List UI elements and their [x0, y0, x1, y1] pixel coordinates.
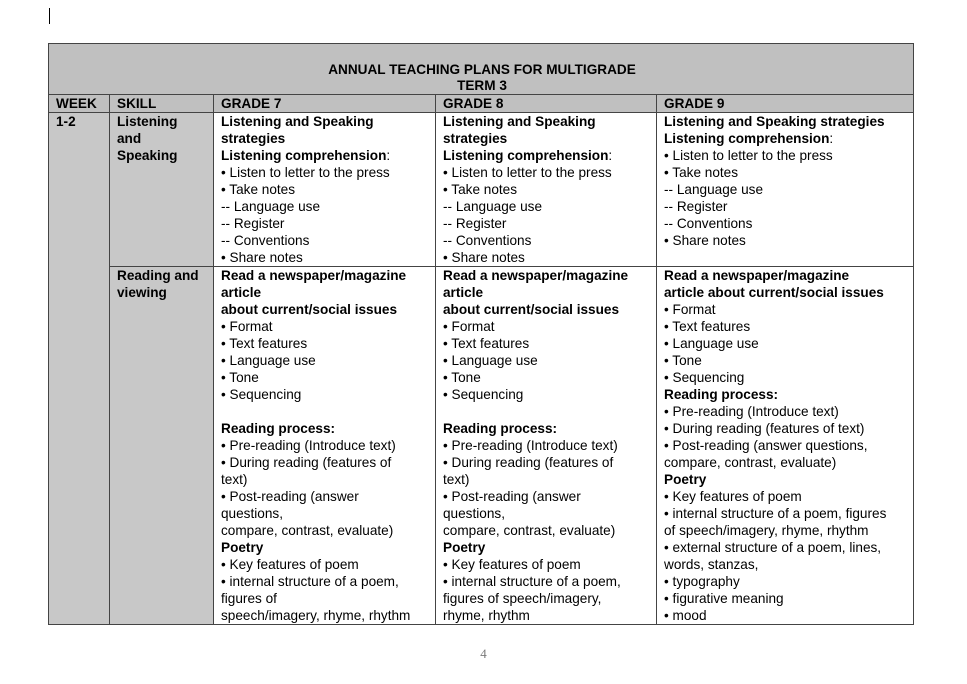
content-text: rhyme, rhythm: [443, 608, 530, 623]
content-item: [221, 556, 430, 573]
grade-9-cell: [657, 113, 914, 267]
content-heading: [443, 539, 651, 556]
content-text: • Post-reading (answer: [443, 489, 581, 504]
content-text: compare, contrast, evaluate): [221, 523, 394, 538]
skill-cell: [110, 113, 214, 267]
content-text: -- Conventions: [443, 233, 532, 248]
content-text: compare, contrast, evaluate): [664, 455, 837, 470]
table-title-line-2: TERM 3: [457, 78, 507, 93]
content-item: [221, 181, 430, 198]
week-cell: 1-2: [49, 113, 110, 625]
content-text: of speech/imagery, rhyme, rhythm: [664, 523, 869, 538]
content-heading: [664, 471, 908, 488]
content-text: Poetry: [664, 472, 707, 487]
content-heading: [664, 284, 908, 301]
content-heading: [221, 147, 430, 164]
content-text: article: [221, 285, 262, 300]
content-item: [443, 198, 651, 215]
content-text: • internal structure of a poem, figures: [664, 506, 887, 521]
content-item: [221, 318, 430, 335]
table-title: [49, 44, 914, 95]
content-text: • Key features of poem: [221, 557, 359, 572]
content-text: figures of speech/imagery,: [443, 591, 602, 606]
content-item: [221, 198, 430, 215]
content-item: [664, 147, 908, 164]
content-item: [221, 335, 430, 352]
content-text: words, stanzas,: [664, 557, 759, 572]
blank-line: [443, 403, 651, 420]
content-text: Reading process:: [221, 421, 336, 436]
content-item: [221, 454, 430, 471]
content-text: about current/social issues: [221, 302, 398, 317]
content-item: [664, 573, 908, 590]
table-row: [49, 267, 914, 625]
content-text: • Share notes: [443, 250, 525, 265]
content-item: [443, 352, 651, 369]
content-text: text): [443, 472, 470, 487]
content-item: [443, 215, 651, 232]
content-heading: [443, 130, 651, 147]
content-item: [664, 556, 908, 573]
content-heading: [443, 113, 651, 130]
content-heading: [221, 539, 430, 556]
content-heading: [664, 267, 908, 284]
content-text: Read a newspaper/magazine: [221, 268, 407, 283]
content-item: [443, 232, 651, 249]
content-text: • Tone: [443, 370, 481, 385]
content-item: [221, 352, 430, 369]
grade-9-cell: [657, 267, 914, 625]
content-heading: [443, 420, 651, 437]
skill-label-line: Listening: [117, 114, 178, 129]
content-item: [664, 335, 908, 352]
content-text: Listening comprehension: [664, 131, 830, 146]
grade-7-cell: [214, 113, 436, 267]
content-text: • During reading (features of text): [664, 421, 865, 436]
content-item: [664, 318, 908, 335]
content-text: strategies: [221, 131, 286, 146]
content-heading: [221, 130, 430, 147]
content-item: [664, 164, 908, 181]
content-item: [664, 198, 908, 215]
content-item: [221, 249, 430, 266]
content-suffix: :: [386, 148, 391, 163]
content-heading: [664, 386, 908, 403]
content-text: Reading process:: [443, 421, 558, 436]
content-text: Listening comprehension: [221, 148, 387, 163]
content-item: [443, 607, 651, 624]
content-text: -- Language use: [221, 199, 321, 214]
content-item: [664, 369, 908, 386]
content-text: • Key features of poem: [443, 557, 581, 572]
content-text: • Key features of poem: [664, 489, 802, 504]
content-item: [443, 505, 651, 522]
content-text: Read a newspaper/magazine: [443, 268, 629, 283]
content-text: • typography: [664, 574, 740, 589]
content-item: [664, 301, 908, 318]
content-item: [221, 215, 430, 232]
content-text: questions,: [443, 506, 505, 521]
grade-8-cell: [436, 267, 657, 625]
content-text: article about current/social issues: [664, 285, 884, 300]
content-item: [443, 318, 651, 335]
content-text: strategies: [443, 131, 508, 146]
content-item: [664, 352, 908, 369]
content-text: -- Register: [664, 199, 728, 214]
content-text: Poetry: [221, 540, 264, 555]
content-text: • external structure of a poem, lines,: [664, 540, 882, 555]
content-text: • Pre-reading (Introduce text): [221, 438, 396, 453]
content-text: -- Conventions: [664, 216, 753, 231]
content-item: [221, 437, 430, 454]
content-text: Reading process:: [664, 387, 779, 402]
table-row: [49, 113, 914, 267]
content-text: • Take notes: [221, 182, 296, 197]
content-item: [443, 335, 651, 352]
content-heading: [664, 113, 908, 130]
skill-label-line: viewing: [117, 285, 167, 300]
content-text: • Post-reading (answer questions,: [664, 438, 868, 453]
content-text: • Listen to letter to the press: [443, 165, 612, 180]
content-text: Read a newspaper/magazine: [664, 268, 850, 283]
content-item: [443, 249, 651, 266]
content-text: • Take notes: [443, 182, 518, 197]
content-text: • Sequencing: [221, 387, 302, 402]
content-text: Listening and Speaking: [221, 114, 374, 129]
content-text: • Take notes: [664, 165, 739, 180]
content-item: [221, 590, 430, 607]
content-text: • Format: [221, 319, 273, 334]
annual-teaching-plan-table: [48, 43, 914, 625]
content-item: [664, 488, 908, 505]
content-heading: [221, 420, 430, 437]
content-suffix: :: [608, 148, 613, 163]
content-text: -- Register: [443, 216, 507, 231]
content-text: • During reading (features of: [221, 455, 392, 470]
skill-cell: [110, 267, 214, 625]
content-item: [664, 607, 908, 624]
content-text: • internal structure of a poem,: [443, 574, 621, 589]
content-text: • Text features: [443, 336, 530, 351]
content-heading: [221, 284, 430, 301]
content-item: [443, 522, 651, 539]
content-item: [443, 386, 651, 403]
table-title-line-1: ANNUAL TEACHING PLANS FOR MULTIGRADE: [328, 62, 636, 77]
skill-label-line: Reading and: [117, 268, 199, 283]
content-item: [664, 505, 908, 522]
content-text: • figurative meaning: [664, 591, 784, 606]
content-text: Listening and Speaking: [443, 114, 596, 129]
content-heading: [443, 284, 651, 301]
content-text: • Tone: [221, 370, 259, 385]
content-text: • Sequencing: [443, 387, 524, 402]
content-item: [443, 454, 651, 471]
content-item: [443, 471, 651, 488]
content-text: • Pre-reading (Introduce text): [443, 438, 618, 453]
content-text: • Tone: [664, 353, 702, 368]
skill-label-line: Speaking: [117, 148, 178, 163]
content-item: [443, 573, 651, 590]
content-text: • Language use: [221, 353, 316, 368]
content-text: text): [221, 472, 248, 487]
content-item: [221, 471, 430, 488]
content-item: [221, 505, 430, 522]
content-item: [443, 556, 651, 573]
content-text: • Share notes: [221, 250, 303, 265]
content-text: -- Conventions: [221, 233, 310, 248]
content-suffix: :: [829, 131, 834, 146]
content-heading: [664, 130, 908, 147]
content-text: • Format: [664, 302, 716, 317]
content-item: [664, 437, 908, 454]
content-text: • Language use: [443, 353, 538, 368]
content-text: • Text features: [221, 336, 308, 351]
content-text: • Listen to letter to the press: [221, 165, 390, 180]
header-row: [49, 95, 914, 113]
content-heading: [221, 267, 430, 284]
content-text: questions,: [221, 506, 283, 521]
content-item: [443, 488, 651, 505]
content-text: Listening and Speaking strategies: [664, 114, 885, 129]
content-text: • internal structure of a poem,: [221, 574, 399, 589]
content-text: -- Language use: [664, 182, 764, 197]
content-text: • Language use: [664, 336, 759, 351]
blank-line: [221, 403, 430, 420]
content-item: [443, 181, 651, 198]
content-heading: [443, 267, 651, 284]
content-heading: [443, 147, 651, 164]
content-text: article: [443, 285, 484, 300]
content-heading: [443, 301, 651, 318]
grade-7-cell: [214, 267, 436, 625]
skill-label-line: and: [117, 131, 142, 146]
content-item: [221, 488, 430, 505]
header-grade-8: GRADE 8: [436, 95, 657, 113]
content-text: • Sequencing: [664, 370, 745, 385]
content-item: [664, 454, 908, 471]
content-text: • Listen to letter to the press: [664, 148, 833, 163]
content-text: • Format: [443, 319, 495, 334]
content-item: [664, 232, 908, 249]
text-cursor: [49, 8, 50, 24]
content-item: [664, 403, 908, 420]
content-text: Listening comprehension: [443, 148, 609, 163]
content-item: [221, 164, 430, 181]
content-item: [664, 181, 908, 198]
content-item: [221, 573, 430, 590]
header-week: WEEK: [49, 95, 110, 113]
content-heading: [221, 301, 430, 318]
content-text: • mood: [664, 608, 707, 623]
content-text: figures of: [221, 591, 277, 606]
content-item: [664, 590, 908, 607]
header-grade-7: GRADE 7: [214, 95, 436, 113]
grade-8-cell: [436, 113, 657, 267]
content-text: • Text features: [664, 319, 751, 334]
header-skill: SKILL: [110, 95, 214, 113]
content-item: [221, 232, 430, 249]
content-item: [221, 607, 430, 624]
content-text: -- Language use: [443, 199, 543, 214]
content-text: • Post-reading (answer: [221, 489, 359, 504]
page-number: 4: [480, 646, 487, 661]
content-item: [664, 420, 908, 437]
content-item: [443, 369, 651, 386]
content-item: [443, 590, 651, 607]
content-text: compare, contrast, evaluate): [443, 523, 616, 538]
content-text: • Pre-reading (Introduce text): [664, 404, 839, 419]
content-item: [221, 369, 430, 386]
content-text: speech/imagery, rhyme, rhythm: [221, 608, 411, 623]
content-text: Poetry: [443, 540, 486, 555]
content-item: [221, 522, 430, 539]
content-text: • During reading (features of: [443, 455, 614, 470]
content-item: [664, 539, 908, 556]
content-text: • Share notes: [664, 233, 746, 248]
content-item: [221, 386, 430, 403]
header-grade-9: GRADE 9: [657, 95, 914, 113]
content-text: about current/social issues: [443, 302, 620, 317]
content-item: [443, 437, 651, 454]
content-item: [664, 522, 908, 539]
content-item: [443, 164, 651, 181]
content-item: [664, 215, 908, 232]
content-text: -- Register: [221, 216, 285, 231]
content-heading: [221, 113, 430, 130]
